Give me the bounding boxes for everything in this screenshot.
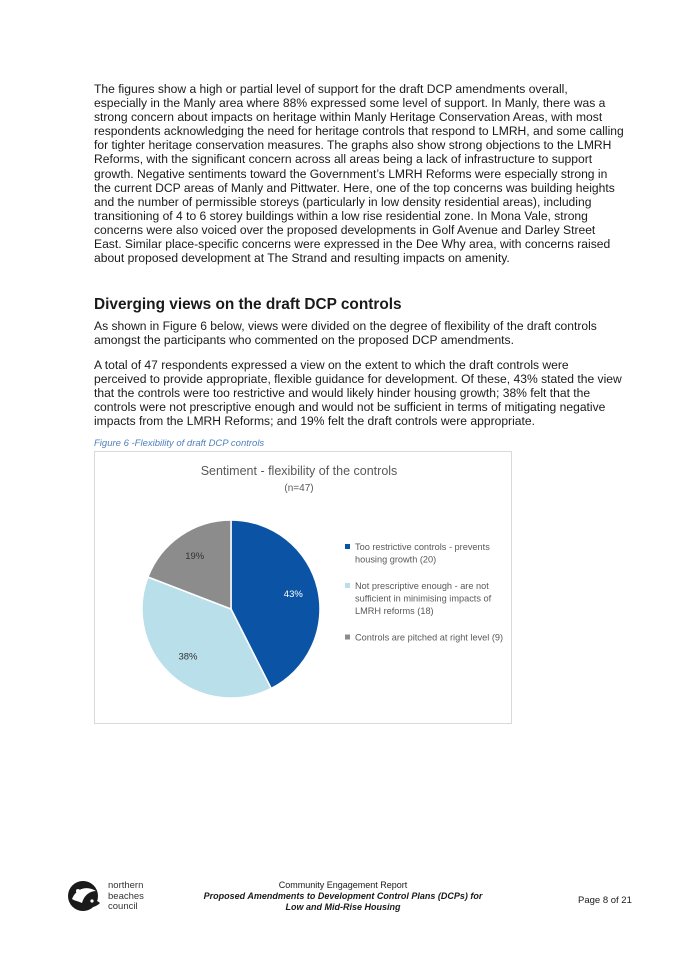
- council-logo: [66, 879, 144, 918]
- figure-caption: Figure 6 -Flexibility of draft DCP controls: [94, 438, 265, 449]
- legend-swatch: [345, 583, 350, 588]
- legend-label: LMRH reforms (18): [355, 606, 434, 616]
- legend-label: Controls are pitched at right level (9): [355, 632, 504, 643]
- logo-word: beaches: [108, 890, 144, 902]
- logo-word: council: [108, 901, 138, 912]
- body-paragraph: As shown in Figure 6 below, views were divided on the degree of flexibility of the draft controls amongst the participants who commented on the proposed DCP amendments.: [94, 319, 597, 348]
- pie-chart: [94, 451, 512, 724]
- legend-swatch: [345, 544, 350, 549]
- pie-slices: [142, 520, 320, 698]
- legend-label: sufficient in minimising impacts of: [355, 593, 492, 604]
- chart-title: Sentiment - flexibility of the controls: [200, 464, 398, 478]
- footer-subtitle-line: Low and Mid-Rise Housing: [285, 902, 401, 912]
- logo-word: northern: [108, 880, 144, 891]
- legend-label: housing growth (20): [355, 554, 437, 565]
- section-heading: Diverging views on the draft DCP controls: [94, 296, 402, 313]
- pie-data-label: 38%: [178, 651, 198, 663]
- legend-label: Not prescriptive enough - are not: [355, 581, 489, 591]
- page-number: Page 8 of 21: [578, 895, 632, 906]
- pie-data-label: 19%: [185, 551, 205, 563]
- footer-report-info: [190, 880, 496, 913]
- footer-report-title: Community Engagement Report: [278, 880, 408, 890]
- legend-swatch: [345, 635, 350, 640]
- logo-emblem-icon: [66, 879, 106, 913]
- chart-canvas: [95, 452, 513, 725]
- pie-data-label: 43%: [283, 589, 303, 601]
- legend-label: Too restrictive controls - prevents: [355, 542, 490, 552]
- chart-legend: [345, 542, 503, 643]
- chart-subtitle: (n=47): [284, 483, 314, 494]
- logo-wordmark: [108, 881, 144, 913]
- body-paragraph: The figures show a high or partial level of support for the draft DCP amendments overall, especially in the Manly area where 88% expressed some level of support. In Manly, there was a strong concern about impacts on heritage within Manly Heritage Conservation Areas, with most respondents acknowledging the need for heritage controls that respond to LMRH, and some calling for tighter heritage conservation measures. The graphs also show strong objections to the LMRH Reforms, with the significant concern across all areas being a lack of infrastructure to support growth. Negative sentiments toward the Government’s LMRH Reforms were especially strong in the current DCP areas of Manly and Pittwater. Here, one of the top concerns was building heights and the number of permissible storeys (particularly in low density residential areas), including transitioning of 4 to 6 storey buildings within a low rise residential zone. In Mona Vale, strong concerns were also voiced over the proposed developments in Golf Avenue and Darley Street East. Similar place-specific concerns were expressed in the Dee Why area, with concerns raised about proposed development at The Strand and resulting impacts on amenity.: [94, 82, 624, 266]
- footer-subtitle-line: Proposed Amendments to Development Control Plans (DCPs) for: [203, 891, 483, 901]
- body-paragraph: A total of 47 respondents expressed a view on the extent to which the draft controls were perceived to provide appropriate, flexible guidance for development. Of these, 43% stated the view that the controls were too restrictive and would likely hinder housing growth; 38% felt that the controls were not prescriptive enough and would not be sufficient in terms of mitigating negative impacts from the LMRH Reforms; and 19% felt the draft controls were appropriate.: [94, 358, 622, 429]
